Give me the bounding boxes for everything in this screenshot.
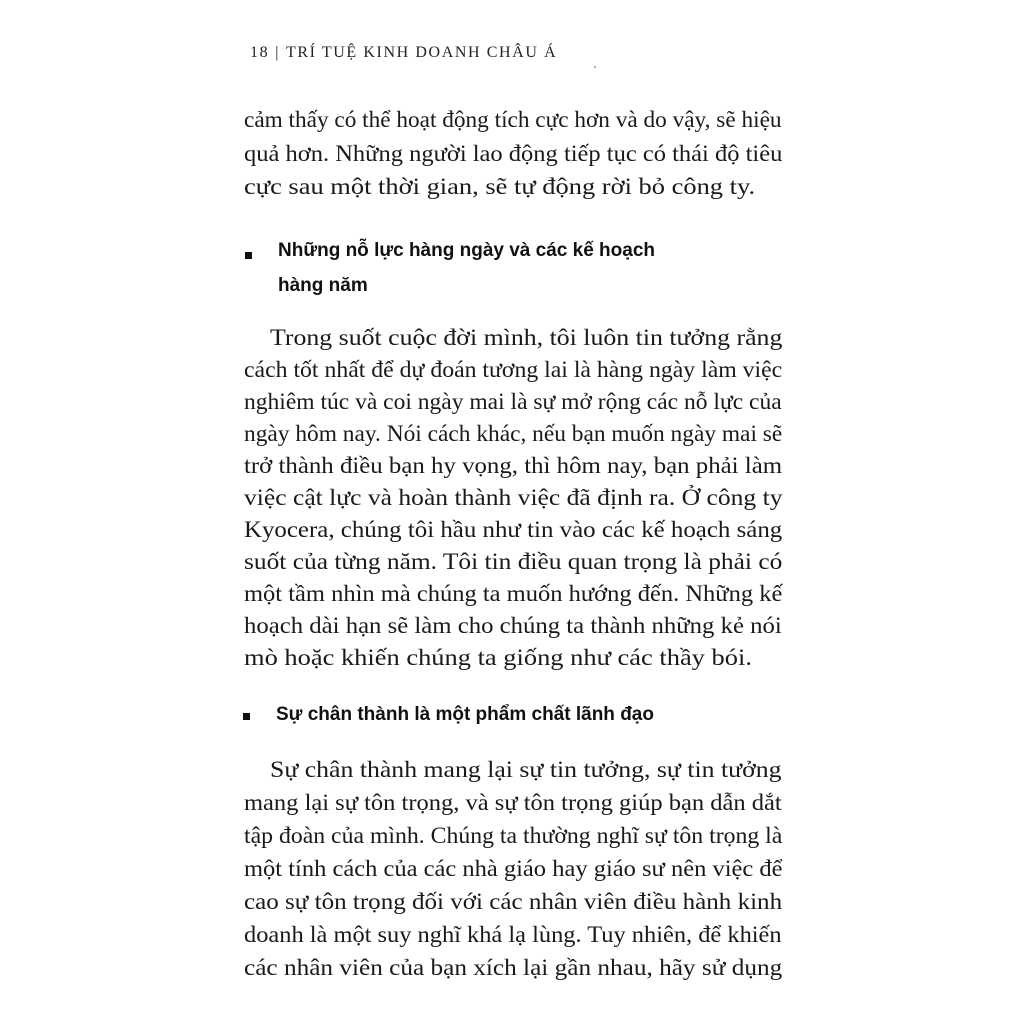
text-line: trở thành điều bạn hy vọng, thì hôm nay, bạn phải làm [244,453,783,478]
print-speck [594,66,596,68]
section-heading: Sự chân thành là một phẩm chất lãnh đạo [276,704,654,725]
text-line: ngày hôm nay. Nói cách khác, nếu bạn muốn ngày mai sẽ [244,421,783,446]
text-line: tập đoàn của mình. Chúng ta thường nghĩ sự tôn trọng là [244,823,783,848]
text-line: doanh là một suy nghĩ khá lạ lùng. Tuy nhiên, để khiến [244,922,782,947]
section-heading: Những nỗ lực hàng ngày và các kế hoạch [278,240,655,261]
text-line: cực sau một thời gian, sẽ tự động rời bỏ công ty. [244,174,756,199]
section-heading: hàng năm [278,275,368,296]
text-line: mang lại sự tôn trọng, và sự tôn trọng giúp bạn dẫn dắt [244,790,782,815]
running-header [250,44,557,62]
text-line: Kyocera, chúng tôi hầu như tin vào các kế hoạch sáng [244,517,783,542]
text-line: cách tốt nhất để dự đoán tương lai là hàng ngày làm việc [244,357,783,382]
page-number: 18 [250,44,270,61]
text-line: việc cật lực và hoàn thành việc đã định ra. Ở công ty [244,485,783,510]
text-line: các nhân viên của bạn xích lại gần nhau, hãy sử dụng [244,955,783,980]
text-line: một tính cách của các nhà giáo hay giáo sư nên việc để [244,856,783,881]
text-line: hoạch dài hạn sẽ làm cho chúng ta thành những kẻ nói [244,613,782,638]
text-line: cảm thấy có thể hoạt động tích cực hơn và do vậy, sẽ hiệu [244,107,782,132]
text-line: cao sự tôn trọng đối với các nhân viên điều hành kinh [244,889,783,914]
text-line: Sự chân thành mang lại sự tin tưởng, sự tin tưởng [270,757,782,782]
book-title: TRÍ TUỆ KINH DOANH CHÂU Á [286,44,558,61]
bullet-square [245,252,252,259]
text-line: nghiêm túc và coi ngày mai là sự mở rộng các nỗ lực của [244,389,782,414]
bullet-square [243,713,250,720]
header-separator: | [275,44,281,61]
text-line: quả hơn. Những người lao động tiếp tục có thái độ tiêu [244,141,783,166]
text-line: suốt của từng năm. Tôi tin điều quan trọng là phải có [244,549,783,574]
text-line: Trong suốt cuộc đời mình, tôi luôn tin tưởng rằng [270,325,783,350]
text-line: mò hoặc khiến chúng ta giống như các thầy bói. [244,645,752,670]
text-line: một tầm nhìn mà chúng ta muốn hướng đến. Những kế [244,581,783,606]
